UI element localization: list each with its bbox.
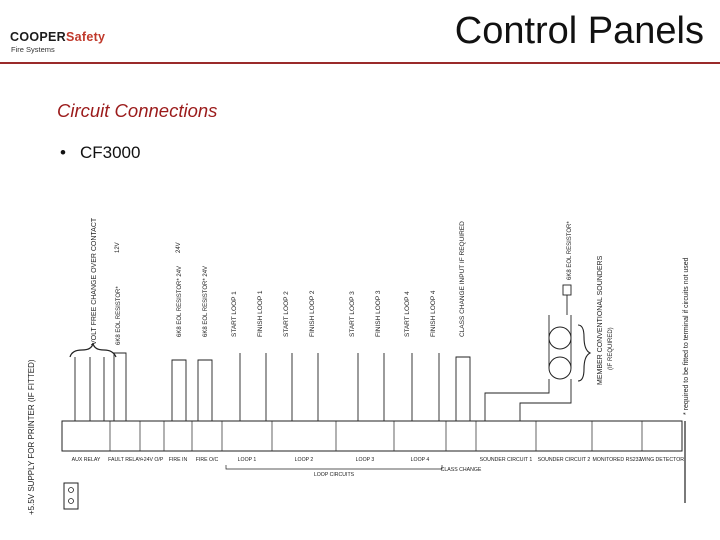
class-change-wire — [456, 357, 470, 421]
bottom-label-fault-relay: FAULT RELAY — [108, 457, 142, 463]
top-label-finish-loop-1: FINISH LOOP 1 — [257, 290, 264, 337]
bottom-label-loop-2: LOOP 2 — [294, 457, 314, 463]
top-label-eol-4: 6K8 EOL RESISTOR* — [567, 221, 573, 280]
top-label-contact: VOLT FREE CHANGE OVER CONTACT — [91, 217, 98, 345]
top-label-finish-loop-2: FINISH LOOP 2 — [309, 290, 316, 337]
cooper-safety-logo — [10, 27, 130, 57]
top-label-class-change: CLASS CHANGE INPUT IF REQUIRED — [459, 221, 466, 337]
bottom-label-wing: WING DETECTOR — [640, 457, 684, 463]
top-label-if-required: (IF REQUIRED) — [608, 327, 614, 370]
logo-brand-suffix: Safety — [65, 30, 106, 44]
eol-resistor-3 — [198, 360, 212, 421]
bottom-label-loop-3: LOOP 3 — [355, 457, 375, 463]
eol-resistor-4 — [563, 285, 571, 295]
loop-circuits-bracket — [226, 465, 442, 469]
top-label-sounders: MEMBER CONVENTIONAL SOUNDERS — [597, 255, 604, 385]
top-label-start-loop-2: START LOOP 2 — [283, 291, 290, 337]
bottom-label-loop-1: LOOP 1 — [237, 457, 257, 463]
page-title: Control Panels — [454, 10, 704, 52]
eol-resistor-1 — [114, 353, 126, 421]
eol-resistor-2 — [172, 360, 186, 421]
top-label-eol-3: 6K8 EOL RESISTOR* 24V — [203, 265, 209, 337]
bottom-label-fire-in: FIRE IN — [168, 457, 188, 463]
sounder-brace — [578, 325, 590, 381]
top-label-finish-loop-3: FINISH LOOP 3 — [375, 290, 382, 337]
top-label-start-loop-3: START LOOP 3 — [349, 291, 356, 337]
bullet-item — [60, 143, 140, 163]
bottom-label-sounder-2: SOUNDER CIRCUIT 2 — [537, 457, 591, 463]
bullet-dot: • — [60, 143, 66, 162]
top-label-start-loop-1: START LOOP 1 — [231, 291, 238, 337]
top-label-start-loop-4: START LOOP 4 — [404, 291, 411, 337]
logo-wordmark — [10, 30, 105, 44]
wiring-diagram — [0, 185, 720, 540]
top-label-footnote: * required to be fitted to terminal if circuits not used — [683, 257, 690, 415]
printer-connector — [64, 483, 78, 509]
header-divider — [0, 62, 720, 64]
printer-supply-label: +5.5V SUPPLY FOR PRINTER (IF FITTED) — [27, 359, 36, 515]
top-label-eol-1: 6K8 EOL RESISTOR* — [116, 286, 122, 345]
sounder-2 — [549, 357, 571, 379]
top-label-24v: 24V — [176, 242, 182, 253]
bottom-label-loop-circuits: LOOP CIRCUITS — [313, 472, 355, 478]
terminal-block — [62, 421, 682, 451]
bottom-label-rs232: MONITORED RS232 — [592, 457, 642, 463]
sounder-feed — [485, 379, 571, 421]
bottom-label-24v-op: +24V O/P — [140, 457, 164, 463]
top-label-eol-2: 6K8 EOL RESISTOR* 24V — [177, 265, 183, 337]
bottom-label-fire-oc: FIRE O/C — [195, 457, 219, 463]
top-label-finish-loop-4: FINISH LOOP 4 — [430, 290, 437, 337]
bottom-label-sounder-1: SOUNDER CIRCUIT 1 — [479, 457, 533, 463]
bottom-label-aux-relay: AUX RELAY — [71, 457, 101, 463]
bullet-text: CF3000 — [79, 143, 141, 162]
logo-subtitle: Fire Systems — [11, 45, 55, 54]
bottom-label-class-change: CLASS CHANGE — [440, 467, 482, 473]
logo-brand: COOPER — [10, 30, 66, 44]
bottom-label-loop-4: LOOP 4 — [410, 457, 430, 463]
sounder-1 — [549, 327, 571, 349]
loop-wires — [240, 353, 439, 421]
section-heading: Circuit Connections — [57, 100, 218, 121]
top-label-12v: 12V — [115, 242, 121, 253]
contact-brace — [70, 343, 116, 357]
